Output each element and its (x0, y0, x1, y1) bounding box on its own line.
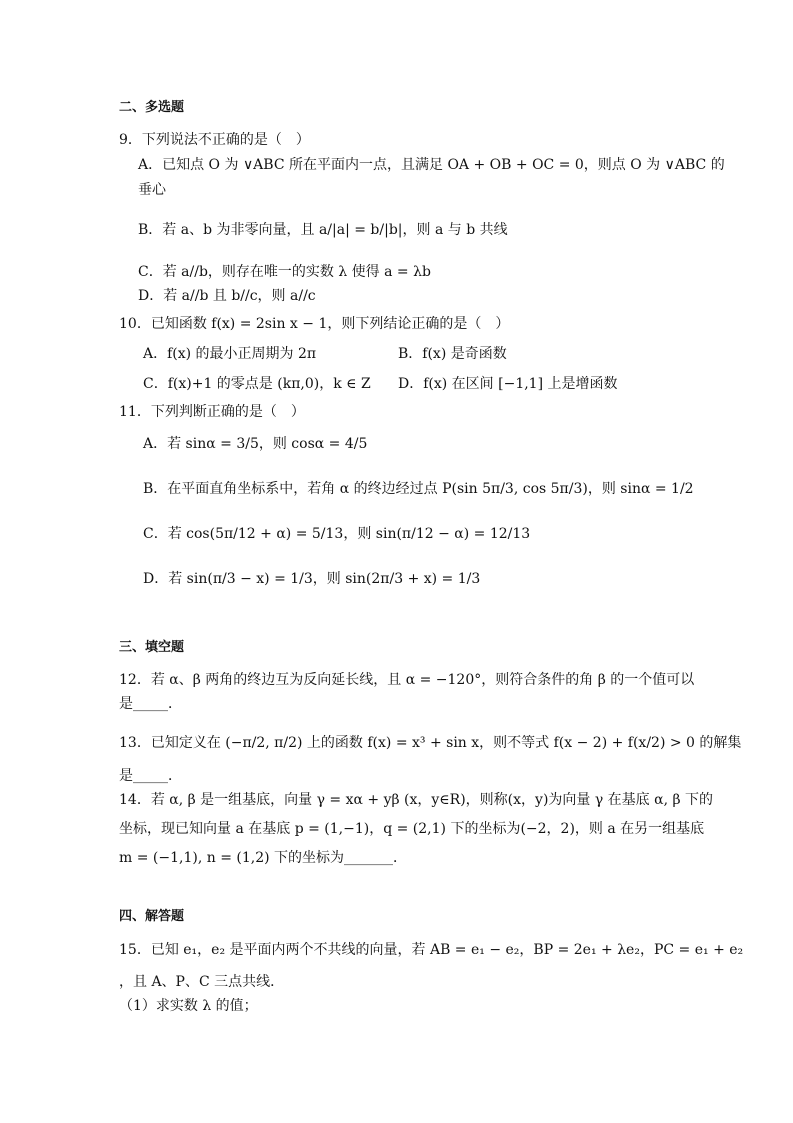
question-15-cont: ，且 A、P、C 三点共线． (119, 974, 285, 990)
question-15: 15．已知 e₁，e₂ 是平面内两个不共线的向量，若 AB = e₁ − e₂，BP = 2e₁ + λe₂，PC = e₁ + e₂ (119, 942, 744, 958)
question-14-cont: 坐标，现已知向量 a 在基底 p = (1,−1)，q = (2,1) 下的坐标为(−2，2)，则 a 在另一组基底 (119, 821, 705, 837)
question-11-option-a: A．若 sinα = 3/5，则 cosα = 4/5 (143, 436, 368, 452)
question-13: 13．已知定义在 (−π/2, π/2) 上的函数 f(x) = x³ + sin x，则不等式 f(x − 2) + f(x/2) > 0 的解集 (119, 735, 742, 751)
question-10: 10．已知函数 f(x) = 2sin x − 1，则下列结论正确的是（ ） (119, 316, 510, 332)
question-9-option-a-cont: 垂心 (138, 182, 166, 198)
question-9: 9．下列说法不正确的是（ ） (119, 132, 310, 148)
question-10-option-c: C．f(x)+1 的零点是 (kπ,0)，k ∈ Z (143, 376, 371, 392)
question-14-cont-2: m = (−1,1), n = (1,2) 下的坐标为_______． (119, 850, 408, 866)
question-11-option-b: B．在平面直角坐标系中，若角 α 的终边经过点 P(sin 5π/3, cos 5π/3)，则 sinα = 1/2 (143, 481, 694, 497)
question-15-part-1: （1）求实数 λ 的值； (119, 998, 258, 1014)
question-9-option-c: C．若 a//b，则存在唯一的实数 λ 使得 a = λb (138, 264, 431, 280)
question-10-option-d: D．f(x) 在区间 [−1,1] 上是增函数 (398, 376, 618, 392)
question-12-cont: 是_____． (119, 696, 182, 712)
question-11-option-c: C．若 cos(5π/12 + α) = 5/13，则 sin(π/12 − α) = 12/13 (143, 526, 531, 542)
question-10-option-b: B．f(x) 是奇函数 (398, 346, 507, 362)
question-9-option-d: D．若 a//b 且 b//c，则 a//c (138, 288, 316, 304)
question-12: 12．若 α、β 两角的终边互为反向延长线，且 α = −120°，则符合条件的角 β 的一个值可以 (119, 672, 695, 688)
question-14: 14．若 α, β 是一组基底，向量 γ = xα + yβ (x，y∈R)，则称(x，y)为向量 γ 在基底 α, β 下的 (119, 792, 714, 808)
question-11: 11．下列判断正确的是（ ） (119, 404, 305, 420)
question-10-option-a: A．f(x) 的最小正周期为 2π (143, 346, 317, 362)
question-9-option-b: B．若 a、b 为非零向量，且 a/|a| = b/|b|，则 a 与 b 共线 (138, 222, 508, 238)
question-11-option-d: D．若 sin(π/3 − x) = 1/3，则 sin(2π/3 + x) = 1/3 (143, 571, 481, 587)
question-9-option-a: A．已知点 O 为 ∨ABC 所在平面内一点，且满足 OA + OB + OC = 0，则点 O 为 ∨ABC 的 (138, 157, 725, 173)
question-13-cont: 是_____． (119, 768, 182, 784)
section-heading-solution: 四、解答题 (119, 909, 185, 924)
section-heading-multiple-choice: 二、多选题 (119, 100, 185, 115)
section-heading-fill-in: 三、填空题 (119, 640, 185, 655)
